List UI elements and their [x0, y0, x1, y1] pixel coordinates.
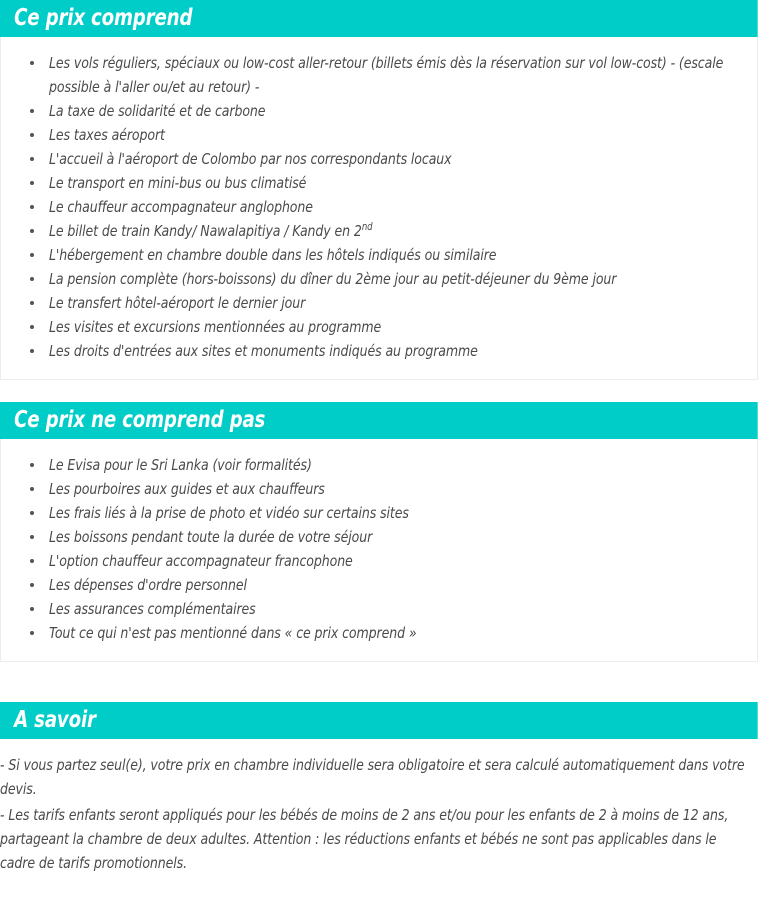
- list-item: Les pourboires aux guides et aux chauffeurs: [29, 477, 747, 501]
- section-spacer: [0, 662, 758, 702]
- section-header-not-included: Ce prix ne comprend pas: [0, 402, 758, 439]
- list-item: L'accueil à l'aéroport de Colombo par nos correspondants locaux: [29, 147, 747, 171]
- section-spacer: [0, 380, 758, 402]
- list-item: Les droits d'entrées aux sites et monuments indiqués au programme: [29, 339, 747, 363]
- section-header-included: Ce prix comprend: [0, 0, 758, 37]
- good-to-know-notes: [0, 739, 758, 875]
- list-item: Les vols réguliers, spéciaux ou low-cost aller-retour (billets émis dès la réservation sur vol low-cost) - (escale possible à l'aller ou/et au retour) -: [29, 51, 747, 99]
- list-item: Le billet de train Kandy/ Nawalapitiya / Kandy en 2nd: [29, 219, 747, 243]
- list-item: L'hébergement en chambre double dans les hôtels indiqués ou similaire: [29, 243, 747, 267]
- included-list: [1, 37, 757, 379]
- list-item: Tout ce qui n'est pas mentionné dans « ce prix comprend »: [29, 621, 747, 645]
- note-paragraph: - Les tarifs enfants seront appliqués pour les bébés de moins de 2 ans et/ou pour les enfants de 2 à moins de 12 ans, partageant la chambre de deux adultes. Attention : les réductions enfants et bébés ne sont pas applicables dans le cadre de tarifs promotionnels.: [0, 806, 729, 872]
- list-item: L'option chauffeur accompagnateur francophone: [29, 549, 747, 573]
- list-item: Les visites et excursions mentionnées au programme: [29, 315, 747, 339]
- list-item: La pension complète (hors-boissons) du dîner du 2ème jour au petit-déjeuner du 9ème jour: [29, 267, 747, 291]
- not-included-list: [1, 439, 757, 661]
- note-paragraph: - Si vous partez seul(e), votre prix en chambre individuelle sera obligatoire et sera calculé automatiquement dans votre devis.: [0, 756, 745, 798]
- section-header-good-to-know: A savoir: [0, 702, 758, 739]
- list-item: Les boissons pendant toute la durée de votre séjour: [29, 525, 747, 549]
- list-item: Les taxes aéroport: [29, 123, 747, 147]
- list-item: Le chauffeur accompagnateur anglophone: [29, 195, 747, 219]
- list-item: Les dépenses d'ordre personnel: [29, 573, 747, 597]
- list-item: La taxe de solidarité et de carbone: [29, 99, 747, 123]
- section-body-included: [0, 37, 758, 380]
- ordinal-suffix: nd: [361, 220, 373, 233]
- list-item: Les assurances complémentaires: [29, 597, 747, 621]
- list-item: Le transport en mini-bus ou bus climatisé: [29, 171, 747, 195]
- list-item: Le transfert hôtel-aéroport le dernier jour: [29, 291, 747, 315]
- list-item: Les frais liés à la prise de photo et vidéo sur certains sites: [29, 501, 747, 525]
- section-body-not-included: [0, 439, 758, 662]
- list-item: Le Evisa pour le Sri Lanka (voir formalités): [29, 453, 747, 477]
